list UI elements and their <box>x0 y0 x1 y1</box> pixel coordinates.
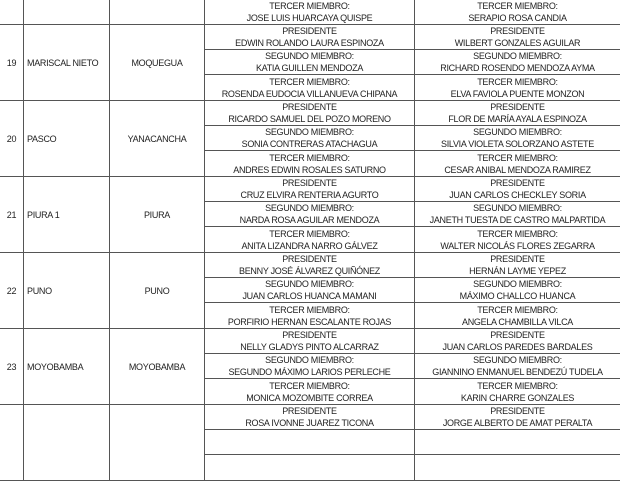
jury-name <box>24 0 110 24</box>
titular-role: PRESIDENTE <box>282 330 337 340</box>
titular-role: TERCER MIEMBRO: <box>269 0 350 11</box>
suplente-name: SERAPIO ROSA CANDIA <box>468 12 567 23</box>
titular-role: PRESIDENTE <box>282 254 337 264</box>
jury-name: PUNO <box>24 253 110 328</box>
province <box>110 405 205 480</box>
suplente-role: TERCER MIEMBRO: <box>477 304 558 315</box>
titular-role: TERCER MIEMBRO: <box>269 228 350 239</box>
titular-role: TERCER MIEMBRO: <box>269 380 350 391</box>
suplente-role: PRESIDENTE <box>490 178 545 188</box>
suplente-cell <box>415 0 620 24</box>
titular-name: ROSENDA EUDOCIA VILLANUEVA CHIPANA <box>221 88 398 99</box>
table-row-group <box>0 177 620 253</box>
row-number: 19 <box>0 25 24 100</box>
suplente-role: TERCER MIEMBRO: <box>477 228 558 239</box>
suplente-cell <box>415 101 620 125</box>
province: YANACANCHA <box>110 101 205 176</box>
jury-name: MARISCAL NIETO <box>24 25 110 100</box>
members-columns <box>205 405 620 480</box>
suplente-name: WALTER NICOLÁS FLORES ZEGARRA <box>440 240 595 251</box>
titular-name: SEGUNDO MÁXIMO LARIOS PERLECHE <box>228 367 391 377</box>
titular-name: ANITA LIZANDRA NARRO GÁLVEZ <box>241 240 378 251</box>
table-row-group <box>0 25 620 101</box>
titular-role: TERCER MIEMBRO: <box>269 304 350 315</box>
titular-cell <box>205 379 415 404</box>
suplente-cell <box>415 278 620 302</box>
member-row <box>205 405 620 430</box>
titular-name: KATIA GUILLEN MENDOZA <box>255 63 364 73</box>
suplente-cell <box>415 202 620 226</box>
titular-cell <box>205 354 415 378</box>
suplente-role: TERCER MIEMBRO: <box>477 380 558 391</box>
member-row <box>205 253 620 278</box>
titular-cell <box>205 278 415 302</box>
titular-name: ROSA IVONNE JUAREZ TICONA <box>245 418 374 428</box>
member-row <box>205 75 620 100</box>
suplente-name: JUAN CARLOS CHECKLEY SORIA <box>449 190 586 200</box>
suplente-role: PRESIDENTE <box>490 406 545 416</box>
suplente-cell <box>415 455 620 480</box>
members-columns <box>205 253 620 328</box>
titular-role: PRESIDENTE <box>282 26 337 36</box>
titular-name: MONICA MOZOMBITE CORREA <box>246 392 373 403</box>
suplente-name: ELVA FAVIOLA PUENTE MONZON <box>450 88 585 99</box>
member-row <box>205 0 620 24</box>
members-columns <box>205 177 620 252</box>
province: MOQUEGUA <box>110 25 205 100</box>
titular-cell <box>205 0 415 24</box>
titular-cell <box>205 303 415 328</box>
member-row <box>205 151 620 176</box>
suplente-role: PRESIDENTE <box>490 330 545 340</box>
suplente-role: PRESIDENTE <box>490 26 545 36</box>
suplente-cell <box>415 253 620 277</box>
table-row-group <box>0 101 620 177</box>
suplente-cell <box>415 50 620 74</box>
suplente-cell <box>415 405 620 429</box>
row-number <box>0 0 24 24</box>
province: PIURA <box>110 177 205 252</box>
suplente-role: SEGUNDO MIEMBRO: <box>473 51 562 61</box>
suplente-name: JANETH TUESTA DE CASTRO MALPARTIDA <box>429 215 606 225</box>
suplente-cell <box>415 303 620 328</box>
province: MOYOBAMBA <box>110 329 205 404</box>
suplente-role: TERCER MIEMBRO: <box>477 76 558 87</box>
jury-name: MOYOBAMBA <box>24 329 110 404</box>
table-row-group <box>0 405 620 481</box>
suplente-name: KARIN CHARRE GONZALES <box>460 392 575 403</box>
members-columns <box>205 0 620 24</box>
member-row <box>205 455 620 480</box>
suplente-name: CESAR ANIBAL MENDOZA RAMIREZ <box>444 164 591 175</box>
suplente-cell <box>415 430 620 454</box>
province: PUNO <box>110 253 205 328</box>
titular-role: TERCER MIEMBRO: <box>269 152 350 163</box>
suplente-cell <box>415 75 620 100</box>
suplente-name: RICHARD ROSENDO MENDOZA AYMA <box>440 63 595 73</box>
titular-cell <box>205 329 415 353</box>
row-number: 23 <box>0 329 24 404</box>
suplente-role: TERCER MIEMBRO: <box>477 0 558 11</box>
titular-name: PORFIRIO HERNAN ESCALANTE ROJAS <box>227 316 392 327</box>
titular-role: PRESIDENTE <box>282 102 337 112</box>
suplente-role: PRESIDENTE <box>490 102 545 112</box>
suplente-name: SILVIA VIOLETA SOLORZANO ASTETE <box>441 139 594 149</box>
member-row <box>205 379 620 404</box>
titular-cell <box>205 177 415 201</box>
row-number: 22 <box>0 253 24 328</box>
titular-role: SEGUNDO MIEMBRO: <box>265 127 354 137</box>
titular-name: EDWIN ROLANDO LAURA ESPINOZA <box>235 38 384 48</box>
titular-cell <box>205 227 415 252</box>
titular-cell <box>205 50 415 74</box>
table-row-group <box>0 0 620 25</box>
member-row <box>205 25 620 50</box>
suplente-cell <box>415 227 620 252</box>
suplente-role: SEGUNDO MIEMBRO: <box>473 279 562 289</box>
suplente-cell <box>415 329 620 353</box>
member-row <box>205 278 620 303</box>
titular-role: PRESIDENTE <box>282 178 337 188</box>
titular-role: SEGUNDO MIEMBRO: <box>265 203 354 213</box>
member-row <box>205 202 620 227</box>
member-row <box>205 329 620 354</box>
jury-name <box>24 405 110 480</box>
titular-name: SONIA CONTRERAS ATACHAGUA <box>241 139 378 149</box>
titular-name: NARDA ROSA AGUILAR MENDOZA <box>239 215 380 225</box>
titular-role: SEGUNDO MIEMBRO: <box>265 355 354 365</box>
titular-cell <box>205 25 415 49</box>
titular-cell <box>205 455 415 480</box>
member-row <box>205 303 620 328</box>
suplente-role: SEGUNDO MIEMBRO: <box>473 127 562 137</box>
titular-cell <box>205 202 415 226</box>
suplente-cell <box>415 379 620 404</box>
titular-name: BENNY JOSÉ ÁLVAREZ QUIÑÓNEZ <box>239 266 380 276</box>
member-row <box>205 430 620 455</box>
titular-cell <box>205 151 415 176</box>
jury-name: PASCO <box>24 101 110 176</box>
row-number <box>0 405 24 480</box>
titular-role: TERCER MIEMBRO: <box>269 76 350 87</box>
suplente-name: WILBERT GONZALES AGUILAR <box>454 38 581 48</box>
member-row <box>205 50 620 75</box>
suplente-name: ANGELA CHAMBILLA VILCA <box>462 316 573 327</box>
titular-name: NELLY GLADYS PINTO ALCARRAZ <box>240 342 379 352</box>
suplente-role: TERCER MIEMBRO: <box>477 152 558 163</box>
member-row <box>205 126 620 151</box>
members-columns <box>205 329 620 404</box>
table-row-group <box>0 329 620 405</box>
suplente-name: GIANNINO ENMANUEL BENDEZÚ TUDELA <box>432 367 603 377</box>
suplente-name: JUAN CARLOS PAREDES BARDALES <box>442 342 593 352</box>
suplente-name: HERNÁN LAYME YEPEZ <box>469 266 566 276</box>
member-row <box>205 227 620 252</box>
suplente-name: MÁXIMO CHALLCO HUANCA <box>459 291 576 301</box>
titular-name: RICARDO SAMUEL DEL POZO MORENO <box>228 114 391 124</box>
suplente-cell <box>415 354 620 378</box>
member-row <box>205 177 620 202</box>
titular-name: ANDRES EDWIN ROSALES SATURNO <box>233 164 386 175</box>
titular-cell <box>205 405 415 429</box>
members-columns <box>205 101 620 176</box>
suplente-role: PRESIDENTE <box>490 254 545 264</box>
suplente-cell <box>415 25 620 49</box>
member-row <box>205 101 620 126</box>
titular-name: JOSE LUIS HUARCAYA QUISPE <box>246 12 373 23</box>
suplente-cell <box>415 126 620 150</box>
titular-cell <box>205 253 415 277</box>
members-columns <box>205 25 620 100</box>
suplente-cell <box>415 177 620 201</box>
suplente-name: FLOR DE MARÍA AYALA ESPINOZA <box>448 114 587 124</box>
titular-role: SEGUNDO MIEMBRO: <box>265 51 354 61</box>
titular-cell <box>205 75 415 100</box>
suplente-cell <box>415 151 620 176</box>
titular-role: SEGUNDO MIEMBRO: <box>265 279 354 289</box>
titular-name: JUAN CARLOS HUANCA MAMANI <box>242 291 377 301</box>
jury-name: PIURA 1 <box>24 177 110 252</box>
titular-cell <box>205 126 415 150</box>
row-number: 20 <box>0 101 24 176</box>
province <box>110 0 205 24</box>
titular-cell <box>205 430 415 454</box>
suplente-name: JORGE ALBERTO DE AMAT PERALTA <box>442 418 593 428</box>
row-number: 21 <box>0 177 24 252</box>
suplente-role: SEGUNDO MIEMBRO: <box>473 355 562 365</box>
suplente-role: SEGUNDO MIEMBRO: <box>473 203 562 213</box>
member-row <box>205 354 620 379</box>
table-row-group <box>0 253 620 329</box>
titular-name: CRUZ ELVIRA RENTERIA AGURTO <box>240 190 379 200</box>
titular-cell <box>205 101 415 125</box>
titular-role: PRESIDENTE <box>282 406 337 416</box>
